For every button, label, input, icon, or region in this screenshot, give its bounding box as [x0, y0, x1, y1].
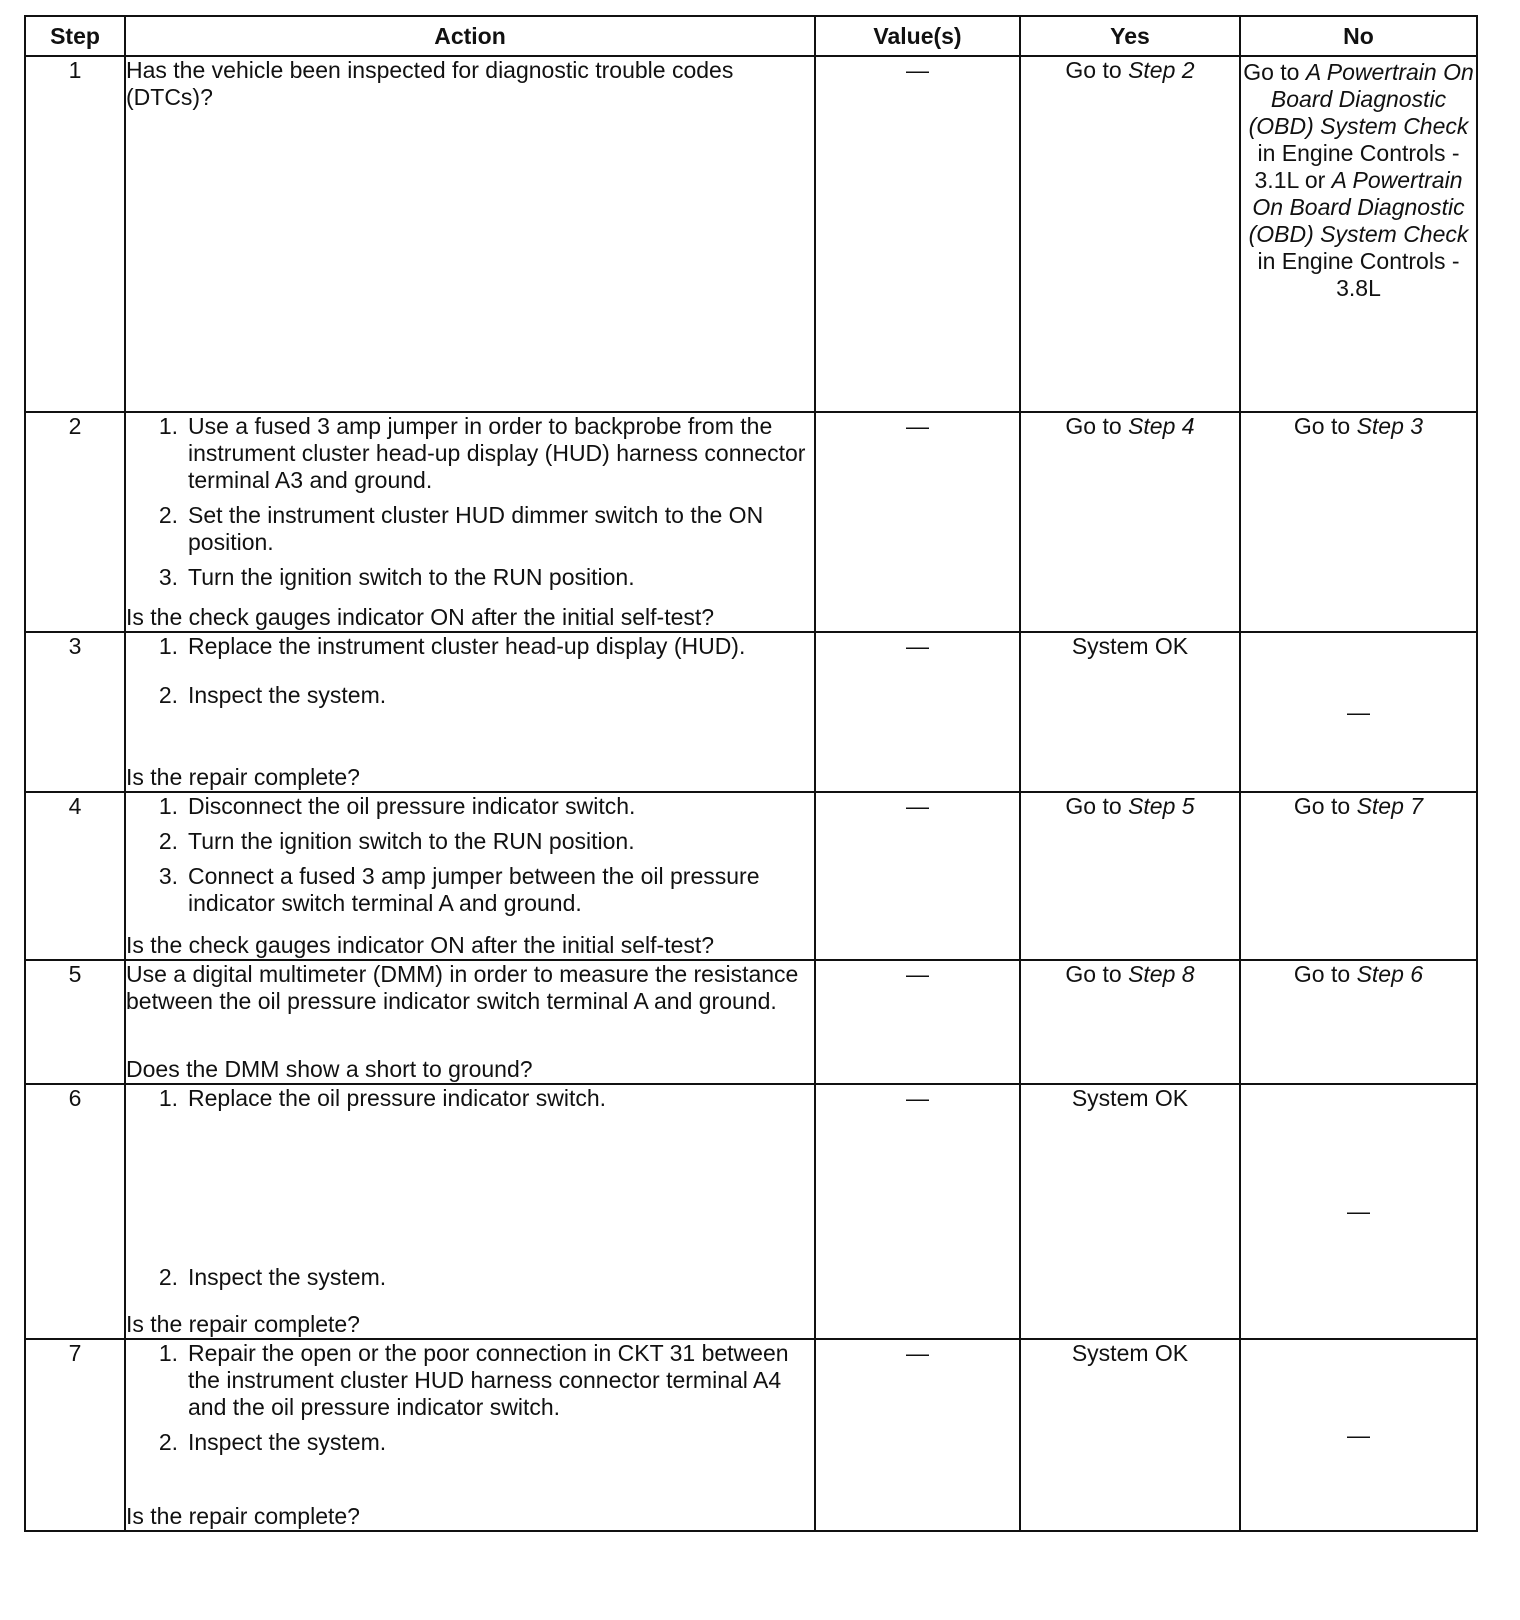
- no-text: in Engine Controls - 3.1L: [1254, 140, 1460, 193]
- table-row: [25, 960, 1477, 1084]
- yes-cell: System OK: [1020, 1339, 1240, 1531]
- no-cell: Go to Step 3: [1240, 412, 1477, 632]
- step-link[interactable]: Step 8: [1128, 961, 1195, 987]
- step-number: 6: [25, 1084, 125, 1339]
- list-item: 2. Inspect the system.: [158, 1429, 387, 1455]
- no-cell: [1240, 56, 1477, 412]
- list-item: 2. Inspect the system.: [158, 1264, 387, 1290]
- list-item: 3. Connect a fused 3 amp jumper between the oil pressure indicator switch terminal A and ground.: [158, 863, 760, 916]
- list-item: 1. Replace the oil pressure indicator switch.: [158, 1085, 607, 1111]
- no-text: in Engine Controls - 3.8L: [1257, 248, 1460, 301]
- table-row: [25, 412, 1477, 632]
- step-link[interactable]: Step 5: [1128, 793, 1195, 819]
- list-item: 1. Repair the open or the poor connection in CKT 31 between the instrument cluster HUD harness connector terminal A4 and the oil pressure indicator switch.: [158, 1340, 789, 1420]
- value-cell: —: [815, 412, 1020, 632]
- action-cell: [125, 1339, 815, 1531]
- yes-cell: Go to Step 8: [1020, 960, 1240, 1084]
- yes-cell: System OK: [1020, 632, 1240, 792]
- yes-cell: System OK: [1020, 1084, 1240, 1339]
- action-cell: [125, 412, 815, 632]
- list-item: 2. Turn the ignition switch to the RUN position.: [158, 828, 635, 854]
- list-item: 2. Inspect the system.: [158, 682, 387, 708]
- table-row: [25, 1339, 1477, 1531]
- header-row: [25, 16, 1477, 56]
- action-text: Use a digital multimeter (DMM) in order to measure the resistance between the oil pressure indicator switch terminal A and ground.: [126, 961, 799, 1014]
- action-steps: [126, 413, 814, 599]
- action-question: Is the repair complete?: [126, 1503, 360, 1529]
- step-number: 1: [25, 56, 125, 412]
- action-steps: [126, 633, 814, 717]
- no-cell: Go to Step 7: [1240, 792, 1477, 960]
- step-link[interactable]: Step 2: [1128, 57, 1195, 83]
- no-cell: Go to Step 6: [1240, 960, 1477, 1084]
- no-cell: —: [1240, 1084, 1477, 1339]
- step-number: 4: [25, 792, 125, 960]
- yes-cell: Go to Step 5: [1020, 792, 1240, 960]
- step-link[interactable]: Step 7: [1356, 793, 1424, 819]
- value-cell: —: [815, 632, 1020, 792]
- action-steps: [126, 1340, 814, 1464]
- table-row: [25, 792, 1477, 960]
- list-item: 2. Set the instrument cluster HUD dimmer switch to the ON position.: [158, 502, 764, 555]
- value-cell: —: [815, 1339, 1020, 1531]
- step-number: 5: [25, 960, 125, 1084]
- header-yes: Yes: [1020, 16, 1240, 56]
- header-step: Step: [25, 16, 125, 56]
- action-cell: [125, 632, 815, 792]
- action-cell: [125, 792, 815, 960]
- action-question: Is the repair complete?: [126, 1311, 360, 1337]
- obd-check-link[interactable]: A Powertrain On Board Diagnostic (OBD) System Check: [1248, 59, 1474, 139]
- step-link[interactable]: Step 6: [1356, 961, 1424, 987]
- action-question: Is the repair complete?: [126, 764, 360, 790]
- yes-cell: Go to Step 4: [1020, 412, 1240, 632]
- obd-check-link[interactable]: A Powertrain On Board Diagnostic (OBD) System Check: [1248, 167, 1469, 247]
- list-item: 3. Turn the ignition switch to the RUN position.: [158, 564, 635, 590]
- value-cell: —: [815, 960, 1020, 1084]
- action-cell: [125, 960, 815, 1084]
- no-cell: —: [1240, 632, 1477, 792]
- list-item: 1. Use a fused 3 amp jumper in order to backprobe from the instrument cluster head-up display (HUD) harness connector terminal A3 and ground.: [158, 413, 806, 493]
- table-row: [25, 632, 1477, 792]
- step-number: 2: [25, 412, 125, 632]
- value-cell: —: [815, 792, 1020, 960]
- value-cell: —: [815, 56, 1020, 412]
- no-text: or: [1304, 167, 1326, 193]
- yes-prefix: Go to: [1065, 57, 1122, 83]
- action-cell: [125, 56, 815, 412]
- table-row: [25, 56, 1477, 412]
- action-steps: [126, 793, 814, 925]
- action-cell: [125, 1084, 815, 1339]
- no-text: Go to: [1243, 59, 1300, 85]
- diagnostic-table: [24, 15, 1478, 1532]
- step-number: 3: [25, 632, 125, 792]
- action-question: Is the check gauges indicator ON after the initial self-test?: [126, 604, 715, 630]
- step-link[interactable]: Step 4: [1128, 413, 1195, 439]
- no-cell: —: [1240, 1339, 1477, 1531]
- action-question: Has the vehicle been inspected for diagnostic trouble codes (DTCs)?: [126, 57, 734, 110]
- action-question: Does the DMM show a short to ground?: [126, 1056, 533, 1082]
- list-item: 1. Replace the instrument cluster head-up display (HUD).: [158, 633, 746, 659]
- header-values: Value(s): [815, 16, 1020, 56]
- list-item: 1. Disconnect the oil pressure indicator switch.: [158, 793, 636, 819]
- action-question: Is the check gauges indicator ON after the initial self-test?: [126, 932, 715, 958]
- table-row: [25, 1084, 1477, 1339]
- header-no: No: [1240, 16, 1477, 56]
- action-steps: [126, 1085, 814, 1299]
- step-number: 7: [25, 1339, 125, 1531]
- yes-cell: [1020, 56, 1240, 412]
- step-link[interactable]: Step 3: [1356, 413, 1424, 439]
- header-action: Action: [125, 16, 815, 56]
- value-cell: —: [815, 1084, 1020, 1339]
